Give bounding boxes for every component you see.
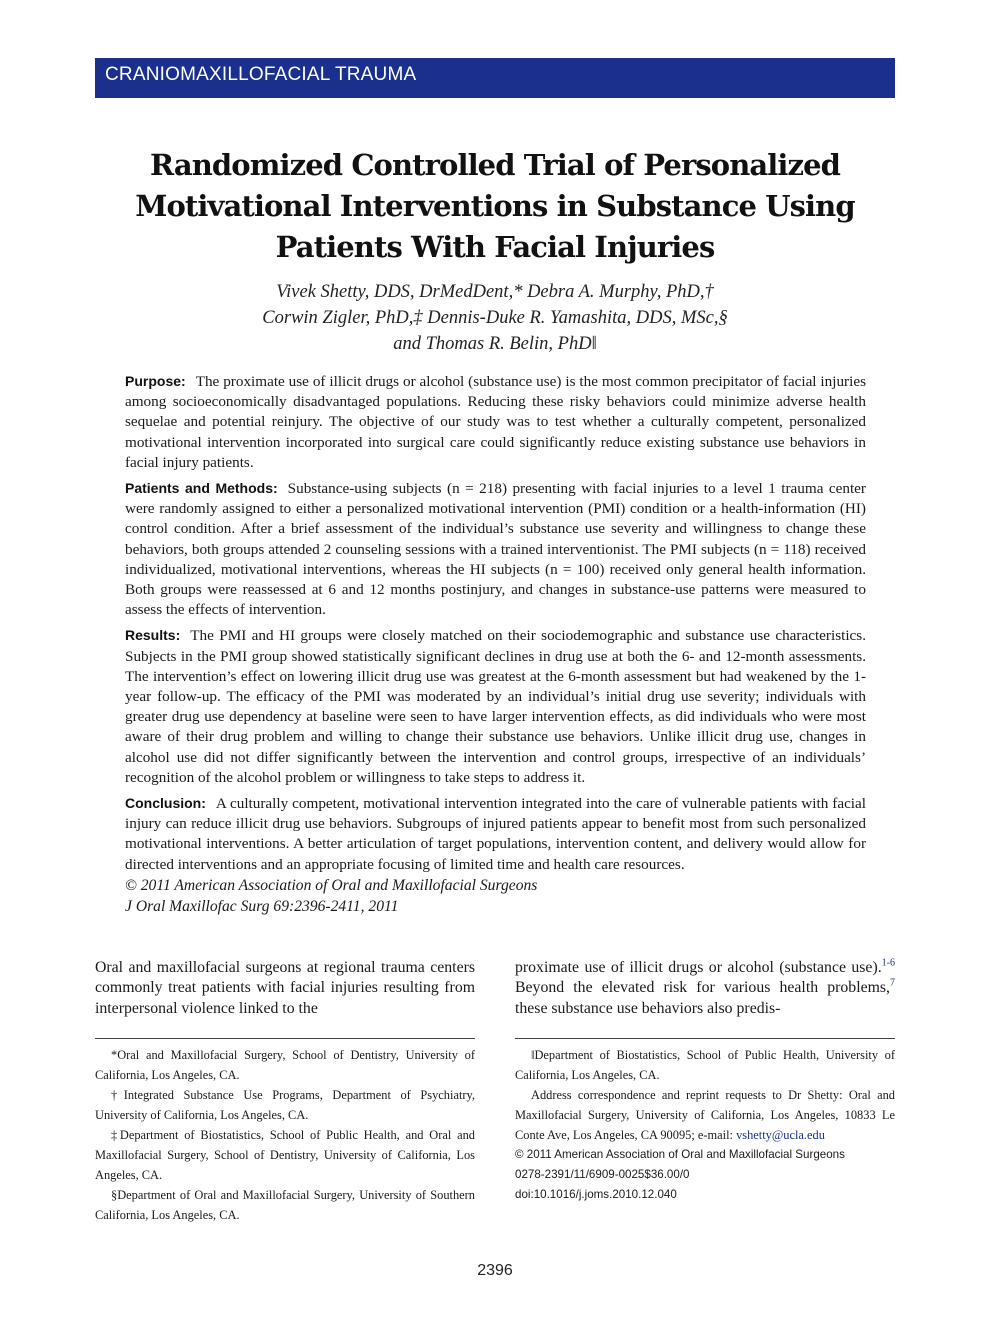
footnotes-left	[95, 1045, 475, 1225]
conclusion-label: Conclusion:	[125, 795, 206, 812]
journal-reference: J Oral Maxillofac Surg 69:2396-2411, 2011	[125, 897, 399, 915]
page-number: 2396	[477, 1262, 513, 1279]
email-link[interactable]: vshetty@ucla.edu	[736, 1128, 825, 1142]
abstract-methods	[125, 478, 866, 620]
conclusion-text: A culturally competent, motivational intervention integrated into the care of vulnerable patients with facial injury can reduce illicit drug use behaviors. Subgroups of injured patients appear to benefit most from such personalized motivational interventions. A better articulation of target populations, intervention content, and delivery would allow for directed interventions and an appropriate focusing of limited time and health care resources.	[125, 795, 866, 873]
footnote-affil-5: ‖Department of Biostatistics, School of Public Health, University of California, Los Angeles, CA.	[515, 1048, 895, 1082]
results-text: The PMI and HI groups were closely matched on their sociodemographic and substance use characteristics. Subjects in the PMI group showed statistically significant declines in drug use at both the 6- and 12-month assessments. The intervention’s effect on lowering illicit drug use was greatest at the 6-month assessment but had weakened by the 1-year follow-up. The efficacy of the PMI was moderated by an individual’s initial drug use severity; individuals with greater drug use dependency at baseline were seen to have larger intervention effects, as did individuals who were most aware of their drug problem and willing to change their substance use behaviors. Unlike illicit drug use, changes in alcohol use did not differ significantly between the intervention and control groups, irrespective of an individuals’ recognition of the alcohol problem or willingness to take steps to address it.	[125, 627, 866, 786]
methods-text: Substance-using subjects (n = 218) presenting with facial injuries to a level 1 trauma center were randomly assigned to either a personalized motivational intervention (PMI) condition or a health-information (HI) control condition. After a brief assessment of the individual’s substance use severity and willingness to change these behaviors, both groups attended 2 counseling sessions with a trained interventionist. The PMI subjects (n = 118) received individualized, motivational interventions, whereas the HI subjects (n = 100) received only general health information. Both groups were reassessed at 6 and 12 months postinjury, and changes in substance-use patterns were measured to assess the effects of intervention.	[125, 480, 866, 619]
footnote-affil-1: *Oral and Maxillofacial Surgery, School of Dentistry, University of California, Los Angeles, CA.	[95, 1048, 475, 1082]
footnote-affil-4: §Department of Oral and Maxillofacial Surgery, University of Southern California, Los Angeles, CA.	[95, 1188, 475, 1222]
body-column-left: Oral and maxillofacial surgeons at regional trauma centers commonly treat patients with facial injuries resulting from interpersonal violence linked to the	[95, 959, 475, 1017]
body-column-right	[515, 958, 895, 1019]
reference-link-7[interactable]: 7	[890, 978, 895, 990]
abstract-conclusion	[125, 793, 866, 875]
body-text-a: proximate use of illicit drugs or alcohol (substance use).	[515, 959, 882, 976]
issn-code: 0278-2391/11/6909-0025$36.00/0	[515, 1168, 690, 1181]
abstract	[125, 371, 866, 917]
abstract-copyright: © 2011 American Association of Oral and Maxillofacial Surgeons	[125, 876, 538, 894]
doi: doi:10.1016/j.joms.2010.12.040	[515, 1188, 677, 1201]
footnote-divider-right	[515, 1038, 895, 1039]
methods-label: Patients and Methods:	[125, 480, 278, 497]
author-line-3: and Thomas R. Belin, PhD‖	[393, 334, 597, 354]
article-title: Randomized Controlled Trial of Personalized Motivational Interventions in Substance Using Patients With Facial Injuries	[135, 148, 855, 264]
body-text-b: Beyond the elevated risk for various health problems,	[515, 979, 890, 997]
footnotes-right	[515, 1045, 895, 1205]
author-line-1: Vivek Shetty, DDS, DrMedDent,* Debra A. Murphy, PhD,†	[276, 282, 714, 302]
reference-link-1-6[interactable]: 1-6	[881, 957, 895, 969]
correspondence-note	[515, 1085, 895, 1145]
correspondence-text: Address correspondence and reprint requests to Dr Shetty: Oral and Maxillofacial Surgery, University of California, Los Angeles, 10833 Le Conte Ave, Los Angeles, CA 90095; e-mail:	[515, 1088, 895, 1142]
abstract-purpose	[125, 371, 866, 473]
author-line-2: Corwin Zigler, PhD,‡ Dennis-Duke R. Yamashita, DDS, MSc,§	[262, 308, 728, 328]
footnote-affil-2: †Integrated Substance Use Programs, Department of Psychiatry, University of California, Los Angeles, CA.	[95, 1088, 475, 1122]
results-label: Results:	[125, 627, 181, 644]
footnote-affil-3: ‡Department of Biostatistics, School of Public Health, and Oral and Maxillofacial Surgery, School of Dentistry, University of California, Los Angeles, CA.	[95, 1128, 475, 1182]
section-banner	[95, 58, 895, 98]
body-text-c: these substance use behaviors also predis-	[515, 999, 781, 1017]
purpose-text: The proximate use of illicit drugs or alcohol (substance use) is the most common precipitator of facial injuries among socioeconomically disadvantaged populations. Reducing these risky behaviors could minimize adverse health sequelae and potential reinjury. The objective of our study was to test whether a culturally competent, personalized motivational intervention incorporated into surgical care could significantly reduce existing substance use behaviors in facial injury patients.	[125, 373, 866, 471]
purpose-label: Purpose:	[125, 373, 186, 389]
author-list	[95, 279, 895, 357]
abstract-results	[125, 625, 866, 788]
footnote-divider-left	[95, 1038, 475, 1039]
footer-copyright: © 2011 American Association of Oral and Maxillofacial Surgeons	[515, 1148, 845, 1161]
section-label: CRANIOMAXILLOFACIAL TRAUMA	[105, 64, 417, 85]
